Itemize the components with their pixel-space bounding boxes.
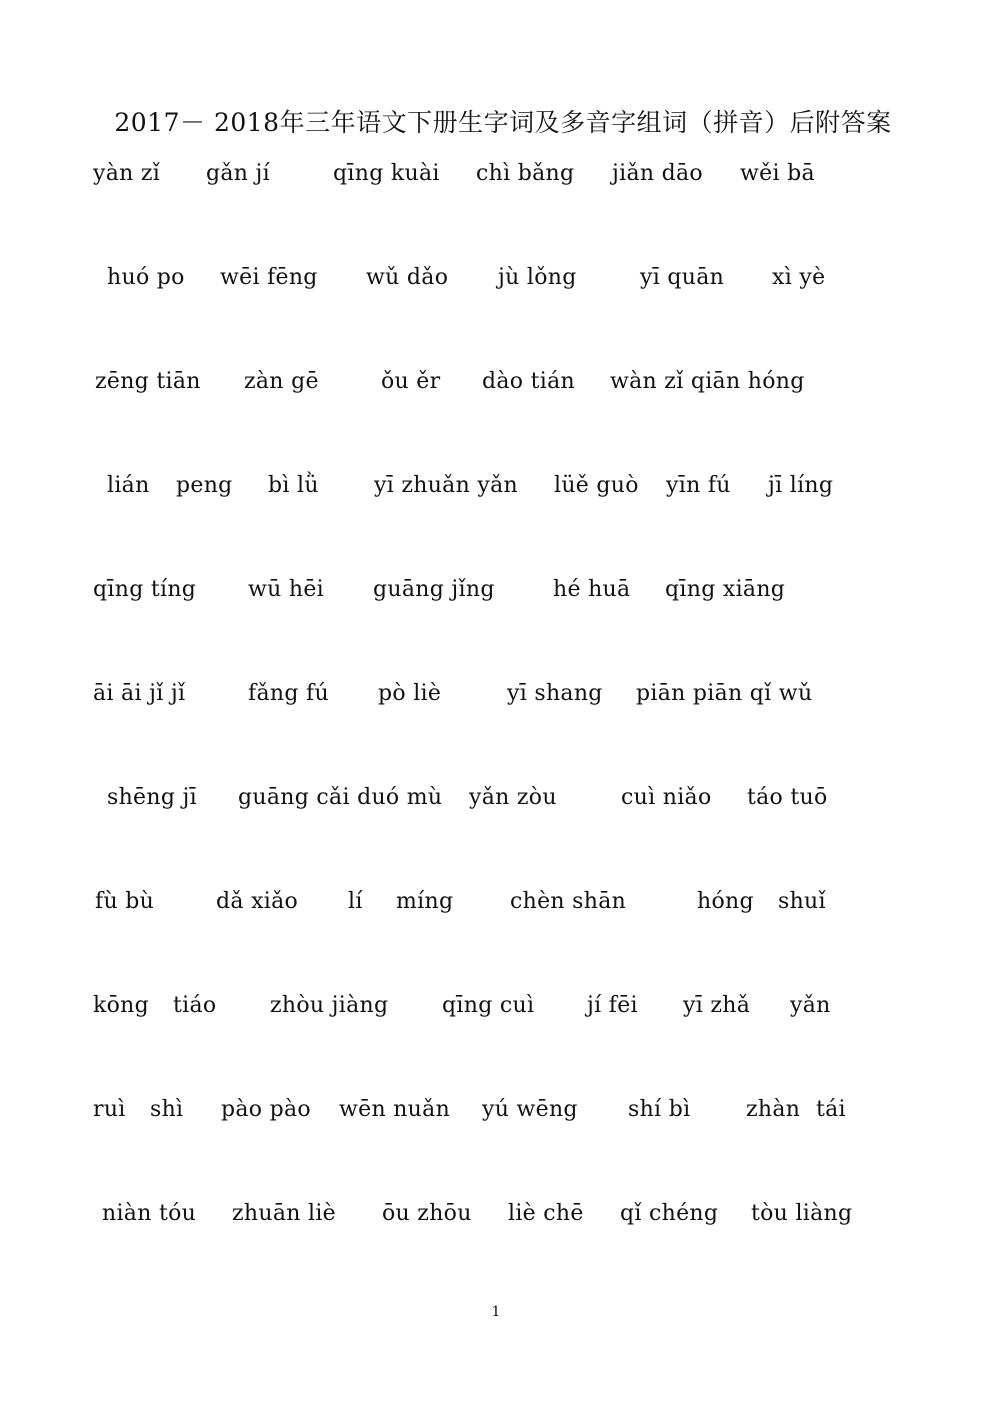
- pinyin-word: wēn nuǎn: [339, 1097, 451, 1122]
- page-number: 1: [491, 1304, 501, 1320]
- pinyin-word: yī zhuǎn yǎn: [374, 473, 518, 498]
- pinyin-word: āi āi jǐ jǐ: [93, 681, 186, 706]
- pinyin-word: jiǎn dāo: [612, 161, 703, 186]
- pinyin-word: hé huā: [553, 577, 631, 602]
- word-row: [0, 993, 992, 1025]
- page-title: 2017－ 2018年三年语文下册生字词及多音字组词（拼音）后附答案: [114, 108, 892, 137]
- pinyin-word: táo tuō: [747, 785, 828, 810]
- pinyin-word: shì: [150, 1097, 184, 1122]
- pinyin-word: wěi bā: [740, 161, 815, 186]
- pinyin-word: liè chē: [508, 1201, 584, 1226]
- pinyin-word: cuì niǎo: [621, 785, 712, 810]
- pinyin-word: gǎn jí: [206, 161, 271, 186]
- pinyin-word: bì lǜ: [268, 473, 319, 498]
- pinyin-word: yǎn zòu: [469, 785, 557, 810]
- pinyin-word: zàn gē: [244, 369, 319, 394]
- pinyin-word: ōu zhōu: [382, 1201, 472, 1226]
- pinyin-word: ruì: [93, 1097, 126, 1122]
- pinyin-word: chì bǎng: [476, 161, 575, 186]
- pinyin-word: shēng jī: [107, 785, 197, 810]
- pinyin-word: yī shang: [507, 681, 603, 706]
- pinyin-word: kōng: [93, 993, 150, 1018]
- pinyin-word: qǐ chéng: [620, 1201, 719, 1226]
- pinyin-word: niàn tóu: [102, 1201, 197, 1226]
- pinyin-word: ǒu ěr: [381, 369, 441, 394]
- pinyin-word: hóng: [697, 889, 754, 914]
- pinyin-word: shuǐ: [778, 889, 826, 914]
- word-row: [0, 1201, 992, 1233]
- pinyin-word: qīng tíng: [93, 577, 197, 602]
- pinyin-word: lí: [348, 889, 363, 914]
- pinyin-word: wǔ dǎo: [366, 265, 449, 290]
- pinyin-word: pò liè: [378, 681, 442, 706]
- pinyin-word: qīng xiāng: [665, 577, 786, 602]
- pinyin-word: fǎng fú: [248, 681, 329, 706]
- pinyin-word: zhòu jiàng: [270, 993, 389, 1018]
- word-row: [0, 161, 992, 193]
- pinyin-word: jí fēi: [587, 993, 638, 1018]
- pinyin-word: piān piān qǐ wǔ: [636, 681, 813, 706]
- pinyin-word: qīng kuài: [333, 161, 440, 186]
- pinyin-word: wēi fēng: [220, 265, 318, 290]
- pinyin-word: zhuān liè: [232, 1201, 336, 1226]
- pinyin-word: guāng jǐng: [373, 577, 495, 602]
- pinyin-word: tòu liàng: [751, 1201, 853, 1226]
- pinyin-word: huó po: [107, 265, 185, 290]
- pinyin-word: yī quān: [640, 265, 725, 290]
- word-row: [0, 785, 992, 817]
- pinyin-word: tiáo: [173, 993, 217, 1018]
- pinyin-word: yǎn: [790, 993, 831, 1018]
- pinyin-word: xì yè: [772, 265, 826, 290]
- word-row: [0, 1097, 992, 1129]
- pinyin-word: yàn zǐ: [93, 161, 161, 186]
- pinyin-word: tái: [816, 1097, 846, 1122]
- word-row: [0, 473, 992, 505]
- pinyin-word: peng: [176, 473, 233, 498]
- pinyin-word: míng: [396, 889, 454, 914]
- pinyin-word: jù lǒng: [498, 265, 577, 290]
- pinyin-word: lián: [107, 473, 150, 498]
- pinyin-word: qīng cuì: [442, 993, 535, 1018]
- pinyin-word: wàn zǐ qiān hóng: [610, 369, 805, 394]
- word-row: [0, 889, 992, 921]
- pinyin-word: chèn shān: [510, 889, 627, 914]
- word-row: [0, 577, 992, 609]
- pinyin-word: yú wēng: [482, 1097, 578, 1122]
- pinyin-word: zhàn: [746, 1097, 801, 1122]
- pinyin-word: lüě guò: [554, 473, 639, 498]
- pinyin-word: fù bù: [95, 889, 155, 914]
- pinyin-word: pào pào: [221, 1097, 311, 1122]
- word-row: [0, 265, 992, 297]
- word-row: [0, 681, 992, 713]
- pinyin-word: yīn fú: [666, 473, 731, 498]
- pinyin-word: dǎ xiǎo: [216, 889, 299, 914]
- pinyin-word: shí bì: [628, 1097, 691, 1122]
- pinyin-word: yī zhǎ: [683, 993, 751, 1018]
- pinyin-word: wū hēi: [248, 577, 325, 602]
- pinyin-word: zēng tiān: [95, 369, 201, 394]
- pinyin-word: jī líng: [768, 473, 834, 498]
- pinyin-word: dào tián: [482, 369, 575, 394]
- pinyin-word: guāng cǎi duó mù: [238, 785, 443, 810]
- word-row: [0, 369, 992, 401]
